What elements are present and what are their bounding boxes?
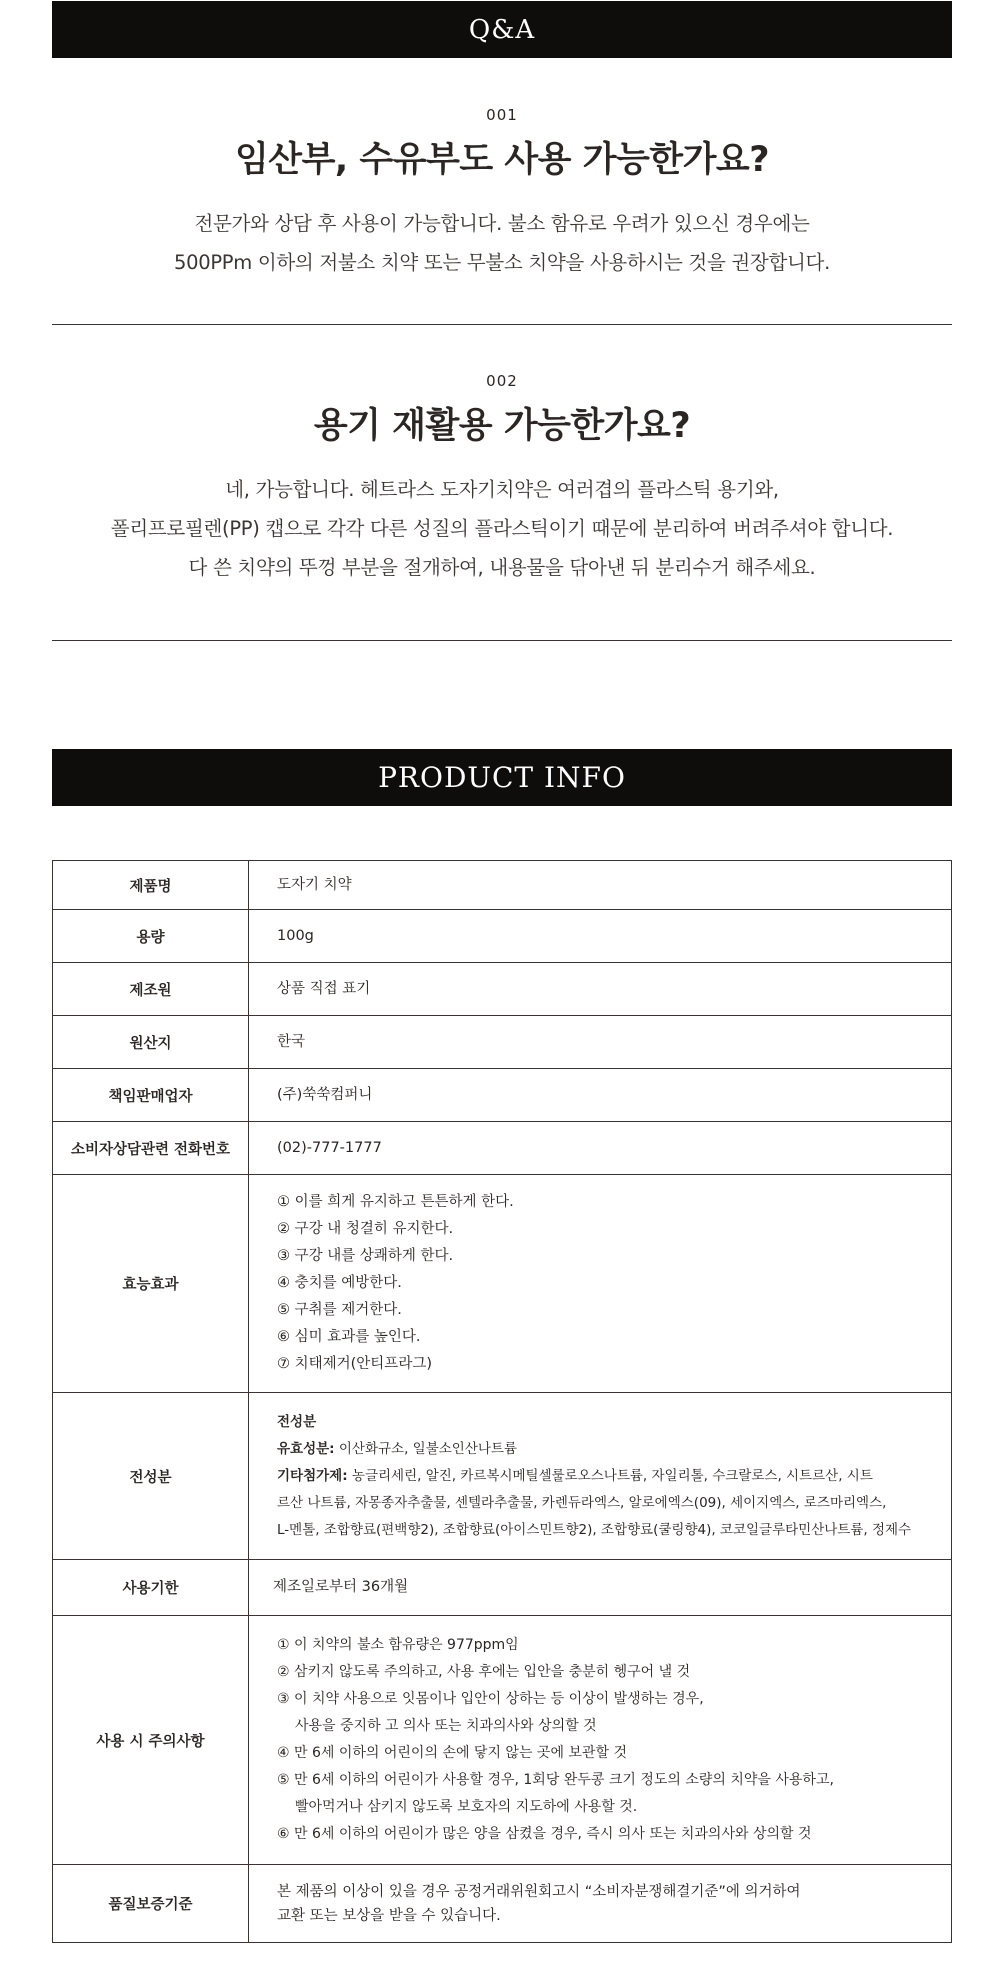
effect-line: ① 이를 희게 유지하고 튼튼하게 한다. [277, 1194, 514, 1210]
row-label: 제품명 [53, 861, 249, 910]
quality-line: 본 제품의 이상이 있을 경우 공정거래위원회고시 “소비자분쟁해결기준”에 의거하여 [277, 1883, 801, 1900]
qa-item [52, 106, 952, 282]
active-ingredients-label: 유효성분: [277, 1440, 335, 1457]
divider [52, 640, 952, 641]
row-value: 한국 [249, 1016, 952, 1069]
caution-line: ① 이 치약의 불소 함유량은 977ppm임 [277, 1637, 519, 1653]
row-label: 소비자상담관련 전화번호 [53, 1122, 249, 1175]
qa-banner [52, 1, 952, 58]
row-label: 제조원 [53, 963, 249, 1016]
caution-line: 빨아먹거나 삼키지 않도록 보호자의 지도하에 사용할 것. [295, 1799, 638, 1815]
caution-line: ⑥ 만 6세 이하의 어린이가 많은 양을 삼켰을 경우, 즉시 의사 또는 치과의사와 상의할 것 [277, 1826, 812, 1842]
table-row [53, 1616, 952, 1865]
table-row [53, 861, 952, 910]
active-ingredients [277, 1436, 939, 1463]
other-ingredients-cont: L-멘톨, 조합향료(편백향2), 조합향료(아이스민트향2), 조합향료(쿨링향4), 코코일글루타민산나트륨, 정제수 [277, 1521, 912, 1538]
table-row [53, 1069, 952, 1122]
qa-answer [52, 204, 952, 282]
row-label: 효능효과 [53, 1175, 249, 1393]
qa-number: 002 [486, 372, 518, 390]
row-value [249, 1175, 952, 1393]
row-value: 도자기 치약 [249, 861, 952, 910]
row-value: 상품 직접 표기 [249, 963, 952, 1016]
qa-answer-line: 전문가와 상담 후 사용이 가능합니다. 불소 함유로 우려가 있으신 경우에는 [194, 212, 810, 235]
qa-answer-line: 다 쓴 치약의 뚜껑 부분을 절개하여, 내용물을 닦아낸 뒤 분리수거 해주세요. [188, 556, 816, 579]
qa-number: 001 [486, 106, 518, 124]
caution-line: ⑤ 만 6세 이하의 어린이가 사용할 경우, 1회당 완두콩 크기 정도의 소량의 치약을 사용하고, [277, 1772, 834, 1788]
product-info-table [52, 860, 952, 1943]
effect-line: ⑥ 심미 효과를 높인다. [277, 1329, 421, 1345]
qa-answer [52, 470, 952, 587]
effect-line: ③ 구강 내를 상쾌하게 한다. [277, 1248, 454, 1264]
caution-line: 사용을 중지하 고 의사 또는 치과의사와 상의할 것 [295, 1718, 597, 1734]
other-ingredients-value: 농글리세린, 알진, 카르복시메틸셀룰로오스나트륨, 자일리톨, 수크랄로스, 시트르산, 시트 [347, 1467, 873, 1484]
table-row [53, 1122, 952, 1175]
ingredients-heading: 전성분 [277, 1413, 317, 1430]
qa-question: 용기 재활용 가능한가요? [313, 406, 691, 446]
divider [52, 324, 952, 325]
table-row [53, 963, 952, 1016]
table-row [53, 1865, 952, 1943]
row-label: 사용 시 주의사항 [53, 1616, 249, 1865]
table-row [53, 1175, 952, 1393]
other-ingredients [277, 1463, 939, 1490]
quality-line: 교환 또는 보상을 받을 수 있습니다. [277, 1907, 501, 1924]
row-value: 100g [249, 910, 952, 963]
row-label: 전성분 [53, 1393, 249, 1560]
table-row [53, 1560, 952, 1616]
caution-line: ④ 만 6세 이하의 어린이의 손에 닿지 않는 곳에 보관할 것 [277, 1745, 627, 1761]
row-label: 책임판매업자 [53, 1069, 249, 1122]
product-info-banner [52, 749, 952, 806]
row-label: 품질보증기준 [53, 1865, 249, 1943]
active-ingredients-value: 이산화규소, 일불소인산나트륨 [334, 1440, 517, 1457]
qa-answer-line: 500PPm 이하의 저불소 치약 또는 무불소 치약을 사용하시는 것을 권장합니다. [174, 251, 830, 274]
row-value [249, 1616, 952, 1865]
effect-line: ⑦ 치태제거(안티프라그) [277, 1356, 432, 1372]
qa-banner-title: Q&A [468, 14, 536, 45]
other-ingredients-label: 기타첨가제: [277, 1467, 348, 1484]
row-label: 사용기한 [53, 1560, 249, 1616]
effect-line: ④ 충치를 예방한다. [277, 1275, 402, 1291]
row-label: 용량 [53, 910, 249, 963]
row-value [249, 1865, 952, 1943]
qa-question: 임산부, 수유부도 사용 가능한가요? [235, 140, 769, 180]
table-row [53, 910, 952, 963]
effect-line: ② 구강 내 청결히 유지한다. [277, 1221, 454, 1237]
row-value [249, 1393, 952, 1560]
qa-item [52, 372, 952, 587]
qa-answer-line: 폴리프로필렌(PP) 캡으로 각각 다른 성질의 플라스틱이기 때문에 분리하여 버려주셔야 합니다. [110, 517, 894, 540]
table-row [53, 1393, 952, 1560]
row-label: 원산지 [53, 1016, 249, 1069]
caution-line: ③ 이 치약 사용으로 잇몸이나 입안이 상하는 등 이상이 발생하는 경우, [277, 1691, 704, 1707]
product-info-banner-title: PRODUCT INFO [378, 761, 626, 794]
table-row [53, 1016, 952, 1069]
other-ingredients-cont: 르산 나트륨, 자몽종자추출물, 센텔라추출물, 카렌듀라엑스, 알로에엑스(09), 세이지엑스, 로즈마리엑스, [277, 1494, 887, 1511]
row-value: (주)쑥쑥컴퍼니 [249, 1069, 952, 1122]
qa-answer-line: 네, 가능합니다. 헤트라스 도자기치약은 여러겹의 플라스틱 용기와, [225, 478, 779, 501]
row-value: 제조일로부터 36개월 [249, 1560, 952, 1616]
caution-line: ② 삼키지 않도록 주의하고, 사용 후에는 입안을 충분히 헹구어 낼 것 [277, 1664, 691, 1680]
effect-line: ⑤ 구취를 제거한다. [277, 1302, 402, 1318]
row-value: (02)-777-1777 [249, 1122, 952, 1175]
